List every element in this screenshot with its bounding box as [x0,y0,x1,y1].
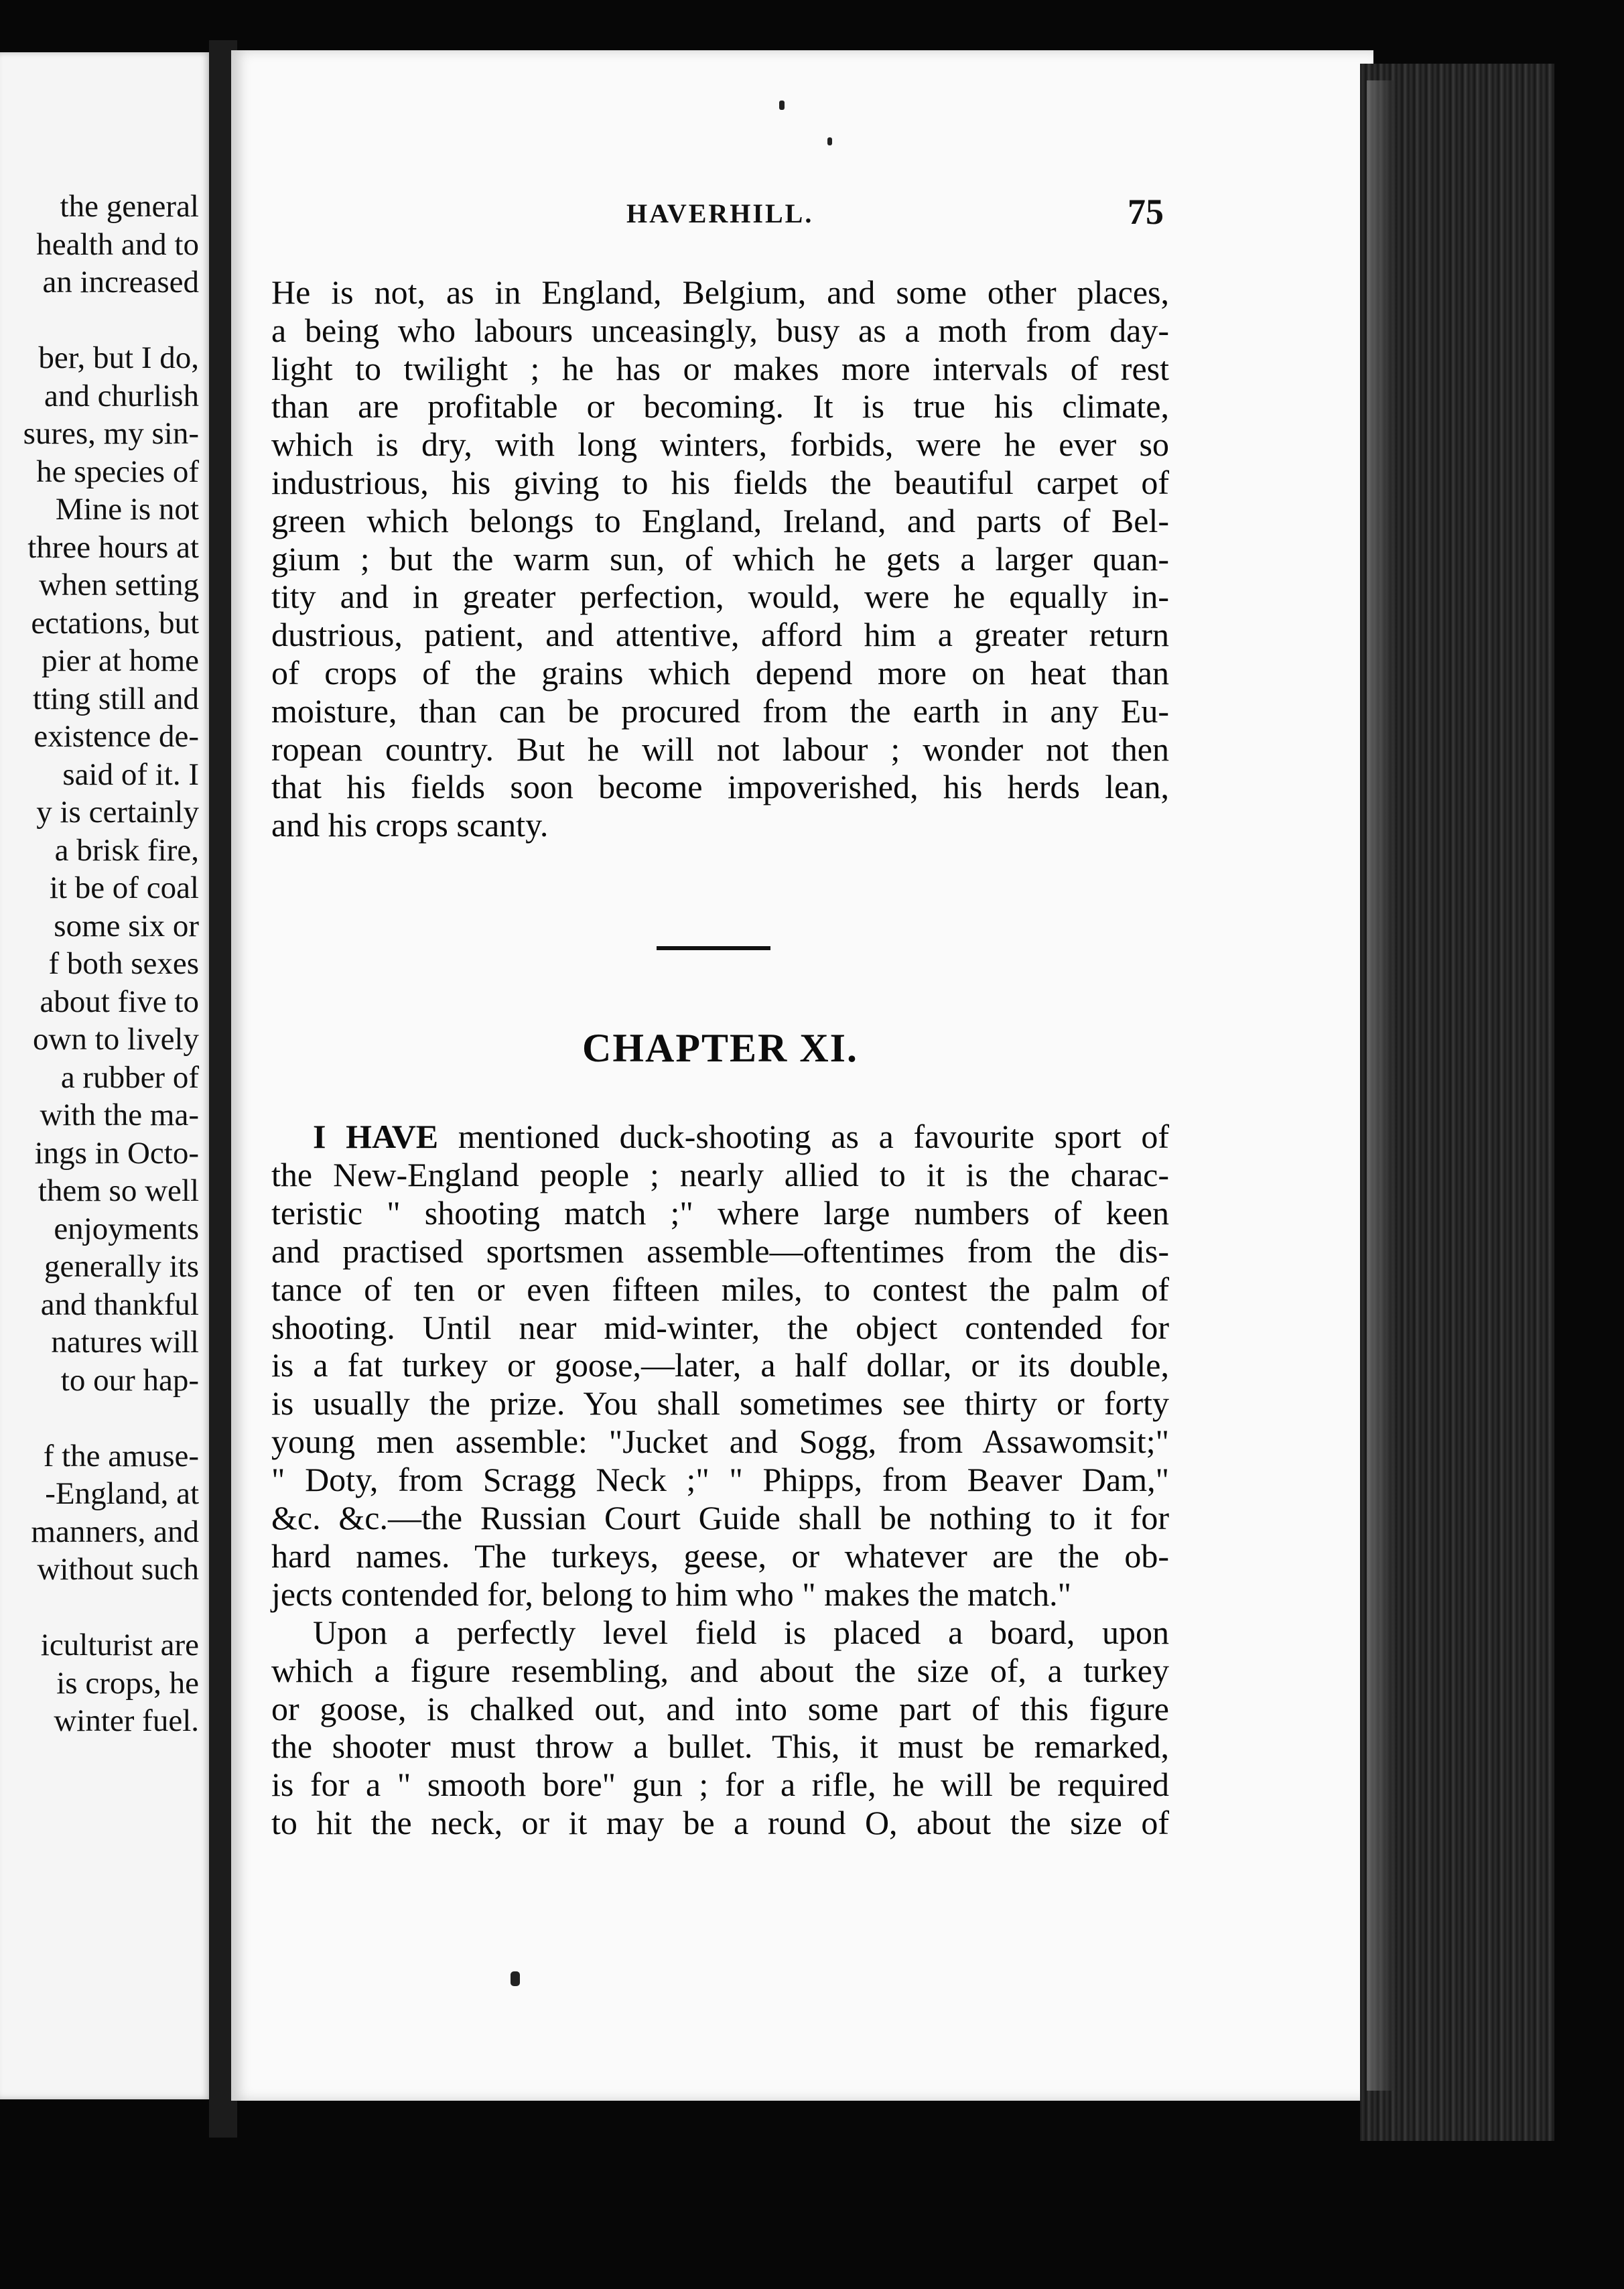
ink-speck [511,1971,520,1986]
small-caps-opener: I HAVE [313,1118,439,1155]
left-page-line: it be of coal [49,870,199,905]
left-page-line: some six or [54,908,199,943]
left-page-line: is crops, he [56,1665,199,1701]
text-line: teristic " shooting match ;" where large numbers of keen [271,1193,1169,1232]
left-page-line: enjoyments [54,1211,199,1246]
left-page-line: generally its [44,1249,199,1284]
text-line: and his crops scanty. [271,806,549,844]
left-page-line: winter fuel. [54,1703,199,1738]
chapter-rule [657,946,770,950]
text-line: light to twilight ; he has or makes more intervals of rest [271,349,1169,387]
left-page-line: iculturist are [40,1628,199,1662]
left-page-line: an increased [42,265,199,300]
left-page-line: f both sexes [48,946,199,981]
left-page-line: he species of [36,454,199,489]
text-line: or goose, is chalked out, and into some part of this figure [271,1689,1169,1727]
left-page-line: manners, and [31,1514,199,1549]
left-page-line: when setting [39,568,199,602]
text-line: which a figure resembling, and about the size of, a turkey [271,1651,1169,1689]
left-page-line: and thankful [40,1287,199,1322]
text-line: a being who labours unceasingly, busy as a moth from day- [271,311,1169,349]
left-page-line: health and to [36,226,199,262]
text-line: the New-England people ; nearly allied to it is the charac- [271,1155,1169,1193]
paragraph-2 [271,1118,1169,1855]
text-line: tance of ten or even fifteen miles, to contest the palm of [271,1270,1169,1308]
text-line: is usually the prize. You shall sometimes see thirty or forty [271,1384,1169,1423]
left-page-line: without such [37,1552,199,1587]
left-page-line: to our hap- [60,1362,199,1398]
left-page-line: with the ma- [40,1098,199,1132]
left-page-line: y is certainly [36,795,199,830]
text-line: which is dry, with long winters, forbids, were he ever so [271,426,1169,464]
left-page-line: ings in Octo- [34,1135,199,1171]
left-page-line: pier at home [42,643,199,678]
text-line: &c. &c.—the Russian Court Guide shall be nothing to it for [271,1499,1169,1536]
left-page-line: -England, at [45,1476,199,1511]
left-page-line: three hours at [27,529,199,565]
text-line: industrious, his giving to his fields the beautiful carpet of [271,464,1169,501]
left-page [0,52,211,2099]
text-line: and practised sportsmen assemble—oftentimes from the dis- [271,1232,1169,1270]
chapter-title: CHAPTER XI. [582,1026,859,1070]
left-page-line: own to lively [32,1022,199,1057]
text-line: of crops of the grains which depend more on heat than [271,654,1169,692]
running-head: HAVERHILL. [626,198,814,228]
page-edge-highlight [1367,80,1394,2091]
ink-speck [827,137,832,145]
left-page-line: a rubber of [60,1059,199,1095]
text-line: the shooter must throw a bullet. This, it must be remarked, [271,1727,1169,1766]
left-page-line: sures, my sin- [23,416,199,451]
text-line: " Doty, from Scragg Neck ;" " Phipps, from Beaver Dam," [271,1461,1169,1499]
text-line: tity and in greater perfection, would, were he equally in- [271,578,1169,616]
left-page-line: natures will [51,1325,199,1360]
text-line: dustrious, patient, and attentive, afford him a greater return [271,616,1169,654]
text-line: than are profitable or becoming. It is true his climate, [271,387,1169,426]
text-line: moisture, than can be procured from the earth in any Eu- [271,692,1169,730]
left-page-line: said of it. I [62,757,199,792]
paragraph-3-first-line: Upon a perfectly level field is placed a board, upon [313,1613,1169,1651]
left-page-line: tting still and [32,681,199,716]
text-line: to hit the neck, or it may be a round O, about the size of [271,1804,1169,1842]
left-page-line: f the amuse- [43,1438,199,1474]
left-page-line: Mine is not [55,492,199,527]
left-page-line: the general [60,189,199,224]
text-line-rest: mentioned duck-shooting as a favourite sport of [458,1118,1170,1155]
left-page-line: ber, but I do, [38,340,199,375]
text-line: shooting. Until near mid-winter, the object contended for [271,1308,1169,1346]
page-number: 75 [1128,192,1164,232]
text-line: jects contended for, belong to him who " makes the match." [271,1575,1072,1613]
text-line: hard names. The turkeys, geese, or whatever are the ob- [271,1536,1169,1575]
left-page-line: a brisk fire, [54,832,199,868]
text-line: that his fields soon become impoverished, his herds lean, [271,768,1169,806]
left-page-line: them so well [38,1173,199,1208]
left-page-line: existence de- [33,719,199,754]
text-line: ropean country. But he will not labour ; wonder not then [271,730,1169,768]
text-line: is a fat turkey or goose,—later, a half dollar, or its double, [271,1346,1169,1384]
left-page-line: ectations, but [31,605,199,641]
text-line: green which belongs to England, Ireland, and parts of Bel- [271,501,1169,539]
left-page-line: about five to [40,984,199,1019]
paragraph-1 [271,273,1169,850]
text-line [313,1118,1169,1155]
ink-speck [779,101,785,110]
text-line: is for a " smooth bore" gun ; for a rifle, he will be required [271,1766,1169,1804]
text-line: young men assemble: "Jucket and Sogg, from Assawomsit;" [271,1423,1169,1461]
text-line: He is not, as in England, Belgium, and some other places, [271,273,1169,311]
text-line: gium ; but the warm sun, of which he gets a larger quan- [271,539,1169,578]
left-page-line: and churlish [44,378,199,413]
